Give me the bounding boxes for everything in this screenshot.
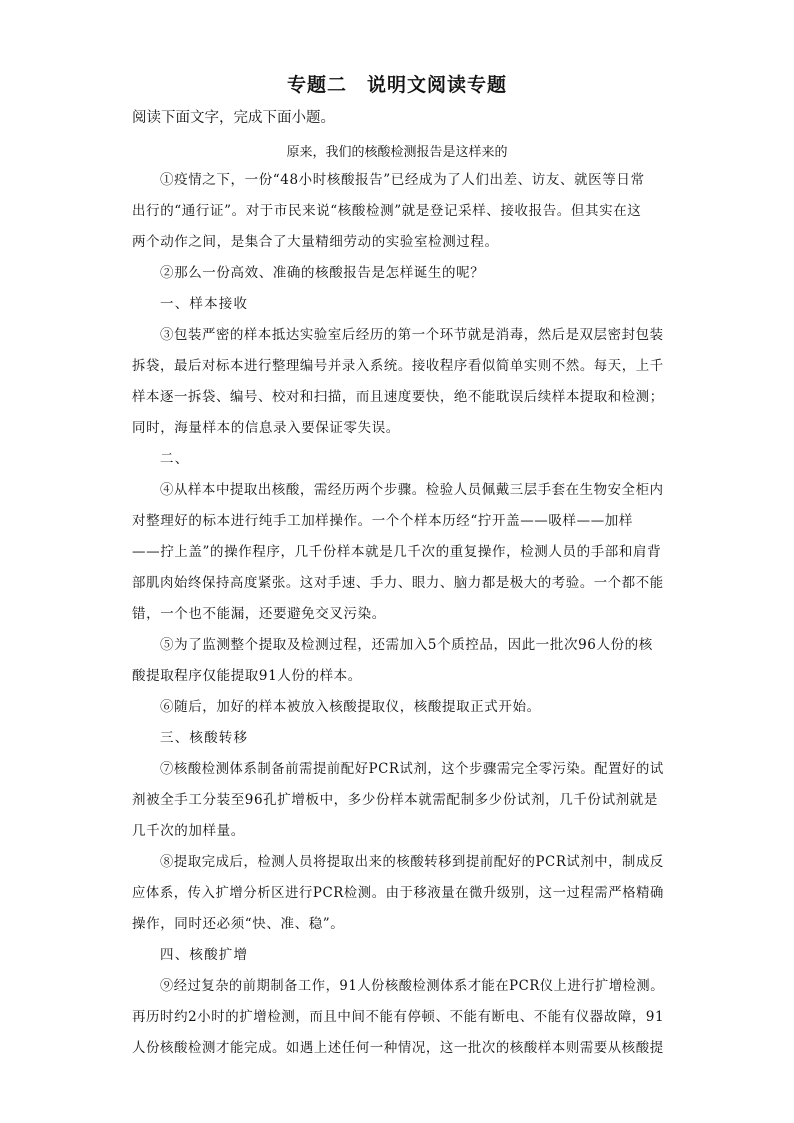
instruction-text: 阅读下面文字，完成下面小题。 [132, 110, 335, 126]
section-heading: 四、核酸扩增 [160, 947, 249, 963]
paragraph-line: 再历时约2小时的扩增检测，而且中间不能有停顿、不能有断电、不能有仪器故障，91 [132, 1009, 665, 1025]
paragraph-line: 对整理好的标本进行纯手工加样操作。一个个样本历经“拧开盖——吸样——加样 [132, 513, 634, 529]
paragraph-line: 应体系，传入扩增分析区进行PCR检测。由于移液量在微升级别，这一过程需严格精确 [132, 885, 664, 901]
paragraph-line: 人份核酸检测才能完成。如遇上述任何一种情况，这一批次的核酸样本则需要从核酸提 [132, 1040, 664, 1056]
paragraph-line: ①疫情之下，一份“48小时核酸报告”已经成为了人们出差、访友、就医等日常 [160, 172, 645, 188]
paragraph-line: ⑦核酸检测体系制备前需提前配好PCR试剂，这个步骤需完全零污染。配置好的试 [160, 761, 664, 777]
paragraph-line: ④从样本中提取出核酸，需经历两个步骤。检验人员佩戴三层手套在生物安全柜内 [160, 482, 664, 498]
paragraph-line: ——拧上盖”的操作程序，几千份样本就是几千次的重复操作，检测人员的手部和肩背 [132, 544, 662, 560]
paragraph-line: 两个动作之间，是集合了大量精细劳动的实验室检测过程。 [132, 234, 499, 250]
section-heading: 二、 [160, 451, 190, 467]
article-title: 原来，我们的核酸检测报告是这样来的 [286, 145, 508, 160]
paragraph-line: ③包装严密的样本抵达实验室后经历的第一个环节就是消毒，然后是双层密封包装 [160, 327, 664, 343]
paragraph-line: 操作，同时还必须“快、准、稳”。 [132, 916, 345, 932]
paragraph-line: ⑤为了监测整个提取及检测过程，还需加入5个质控品，因此一批次96人份的核 [160, 637, 653, 653]
paragraph-line: 部肌肉始终保持高度紧张。这对手速、手力、眼力、脑力都是极大的考验。一个都不能 [132, 575, 664, 591]
paragraph-line: 错，一个也不能漏，还要避免交叉污染。 [132, 606, 386, 622]
paragraph-line: 拆袋，最后对标本进行整理编号并录入系统。接收程序看似简单实则不然。每天，上千 [132, 358, 664, 374]
paragraph-line: 出行的“通行证”。对于市民来说“核酸检测”就是登记采样、接收报告。但其实在这 [132, 203, 642, 219]
paragraph-line: ⑨经过复杂的前期制备工作，91人份核酸检测体系才能在PCR仪上进行扩增检测。 [160, 978, 665, 994]
section-heading: 三、核酸转移 [160, 730, 249, 746]
paragraph-line: ②那么一份高效、准确的核酸报告是怎样诞生的呢？ [160, 265, 485, 281]
section-heading: 一、样本接收 [160, 296, 249, 312]
paragraph-line: ⑧提取完成后，检测人员将提取出来的核酸转移到提前配好的PCR试剂中，制成反 [160, 854, 664, 870]
paragraph-line: 剂被全手工分装至96孔扩增板中，多少份样本就需配制多少份试剂，几千份试剂就是 [132, 792, 658, 808]
paragraph-line: 样本逐一拆袋、编号、校对和扫描，而且速度要快，绝不能耽误后续样本提取和检测； [132, 389, 664, 405]
paragraph-line: ⑥随后，加好的样本被放入核酸提取仪，核酸提取正式开始。 [160, 699, 541, 715]
paragraph-line: 几千次的加样量。 [132, 823, 245, 839]
paragraph-line: 同时，海量样本的信息录入要保证零失误。 [132, 420, 400, 436]
page-title: 专题二 说明文阅读专题 [286, 74, 507, 96]
paragraph-line: 酸提取程序仅能提取91人份的样本。 [132, 668, 362, 684]
